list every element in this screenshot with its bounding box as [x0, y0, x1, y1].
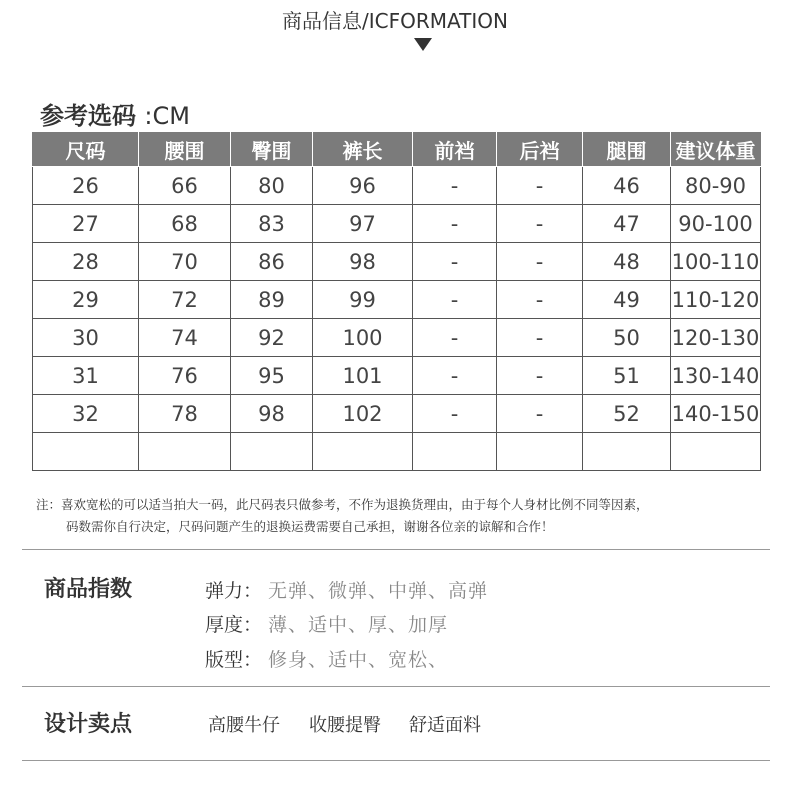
selling-point-item: 高腰牛仔: [208, 715, 280, 736]
table-row: [33, 167, 761, 205]
attribute-values: 修身、适中、宽松、: [268, 649, 449, 671]
table-cell: -: [413, 243, 497, 281]
table-cell: 98: [313, 243, 413, 281]
table-cell: -: [497, 205, 583, 243]
table-cell: 130-140: [671, 357, 761, 395]
table-cell: 72: [139, 281, 231, 319]
table-cell: [231, 433, 313, 471]
table-cell: -: [413, 167, 497, 205]
table-cell: 100-110: [671, 243, 761, 281]
table-cell: -: [413, 205, 497, 243]
table-cell: -: [413, 395, 497, 433]
table-cell: 96: [313, 167, 413, 205]
table-cell: -: [497, 243, 583, 281]
table-cell: -: [413, 319, 497, 357]
table-cell: -: [413, 357, 497, 395]
column-header: 腰围: [139, 132, 231, 167]
selling-points-title: 设计卖点: [44, 712, 133, 737]
table-cell: 97: [313, 205, 413, 243]
column-header: 尺码: [33, 132, 139, 167]
table-cell: 51: [583, 357, 671, 395]
table-cell: 27: [33, 205, 139, 243]
table-cell: 95: [231, 357, 313, 395]
table-cell: 76: [139, 357, 231, 395]
table-cell: 78: [139, 395, 231, 433]
table-cell: 50: [583, 319, 671, 357]
table-cell: -: [497, 319, 583, 357]
attribute-row-thickness: [205, 610, 448, 637]
column-header: 建议体重: [671, 132, 761, 167]
table-row: [33, 357, 761, 395]
table-cell: 101: [313, 357, 413, 395]
selling-point-item: 舒适面料: [409, 715, 481, 736]
table-cell: 74: [139, 319, 231, 357]
table-cell: 29: [33, 281, 139, 319]
attribute-label: 弹力：: [205, 580, 263, 602]
selling-point-item: 收腰提臀: [309, 715, 381, 736]
table-cell: [33, 433, 139, 471]
table-row: [33, 205, 761, 243]
size-chart-unit: :CM: [144, 102, 190, 130]
table-cell: 89: [231, 281, 313, 319]
table-cell: 66: [139, 167, 231, 205]
down-arrow-icon: [414, 38, 432, 51]
table-cell: 32: [33, 395, 139, 433]
table-cell: 80-90: [671, 167, 761, 205]
table-cell: 30: [33, 319, 139, 357]
attribute-values: 薄、适中、厚、加厚: [268, 614, 449, 636]
table-cell: 90-100: [671, 205, 761, 243]
divider: [22, 549, 770, 550]
column-header: 后裆: [497, 132, 583, 167]
column-header: 腿围: [583, 132, 671, 167]
table-cell: 31: [33, 357, 139, 395]
attribute-label: 厚度：: [205, 614, 263, 636]
column-header: 臀围: [231, 132, 313, 167]
table-header-row: [33, 132, 761, 167]
table-cell: 47: [583, 205, 671, 243]
table-cell: [413, 433, 497, 471]
table-cell: 86: [231, 243, 313, 281]
size-note-line: 码数需你自行决定，尺码问题产生的退换运费需要自己承担，谢谢各位亲的谅解和合作！: [66, 519, 554, 534]
table-cell: 68: [139, 205, 231, 243]
attribute-label: 版型：: [205, 649, 263, 671]
table-row: [33, 243, 761, 281]
table-cell: 70: [139, 243, 231, 281]
table-cell: 102: [313, 395, 413, 433]
table-cell: -: [497, 395, 583, 433]
table-cell: 140-150: [671, 395, 761, 433]
table-cell: 100: [313, 319, 413, 357]
table-cell: -: [497, 357, 583, 395]
table-cell: [139, 433, 231, 471]
table-cell: [313, 433, 413, 471]
size-chart-label-text: 参考选码: [40, 102, 136, 130]
attribute-row-fit: [205, 645, 448, 672]
table-row: [33, 395, 761, 433]
table-cell: -: [497, 167, 583, 205]
table-cell: 48: [583, 243, 671, 281]
table-cell: 49: [583, 281, 671, 319]
table-cell: 26: [33, 167, 139, 205]
table-cell: 110-120: [671, 281, 761, 319]
table-cell: -: [497, 281, 583, 319]
page-title: 商品信息/ICFORMATION: [282, 9, 508, 33]
table-row: [33, 433, 761, 471]
divider: [22, 686, 770, 687]
table-cell: [497, 433, 583, 471]
attribute-values: 无弹、微弹、中弹、高弹: [268, 580, 489, 602]
table-cell: [671, 433, 761, 471]
size-table: [32, 132, 761, 471]
table-cell: 98: [231, 395, 313, 433]
table-cell: [583, 433, 671, 471]
table-cell: 83: [231, 205, 313, 243]
table-cell: 120-130: [671, 319, 761, 357]
table-cell: 52: [583, 395, 671, 433]
column-header: 裤长: [313, 132, 413, 167]
table-row: [33, 319, 761, 357]
table-cell: 99: [313, 281, 413, 319]
table-cell: 92: [231, 319, 313, 357]
table-cell: 28: [33, 243, 139, 281]
column-header: 前裆: [413, 132, 497, 167]
table-cell: 46: [583, 167, 671, 205]
table-cell: 80: [231, 167, 313, 205]
size-note: [36, 494, 649, 538]
table-row: [33, 281, 761, 319]
table-cell: -: [413, 281, 497, 319]
size-chart-label: [40, 96, 190, 131]
attribute-row-elasticity: [205, 576, 488, 603]
size-note-line: 注：喜欢宽松的可以适当拍大一码，此尺码表只做参考，不作为退换货理由，由于每个人身材比例不同等因素，: [36, 497, 649, 512]
divider: [22, 760, 770, 761]
index-section-title: 商品指数: [44, 577, 133, 602]
